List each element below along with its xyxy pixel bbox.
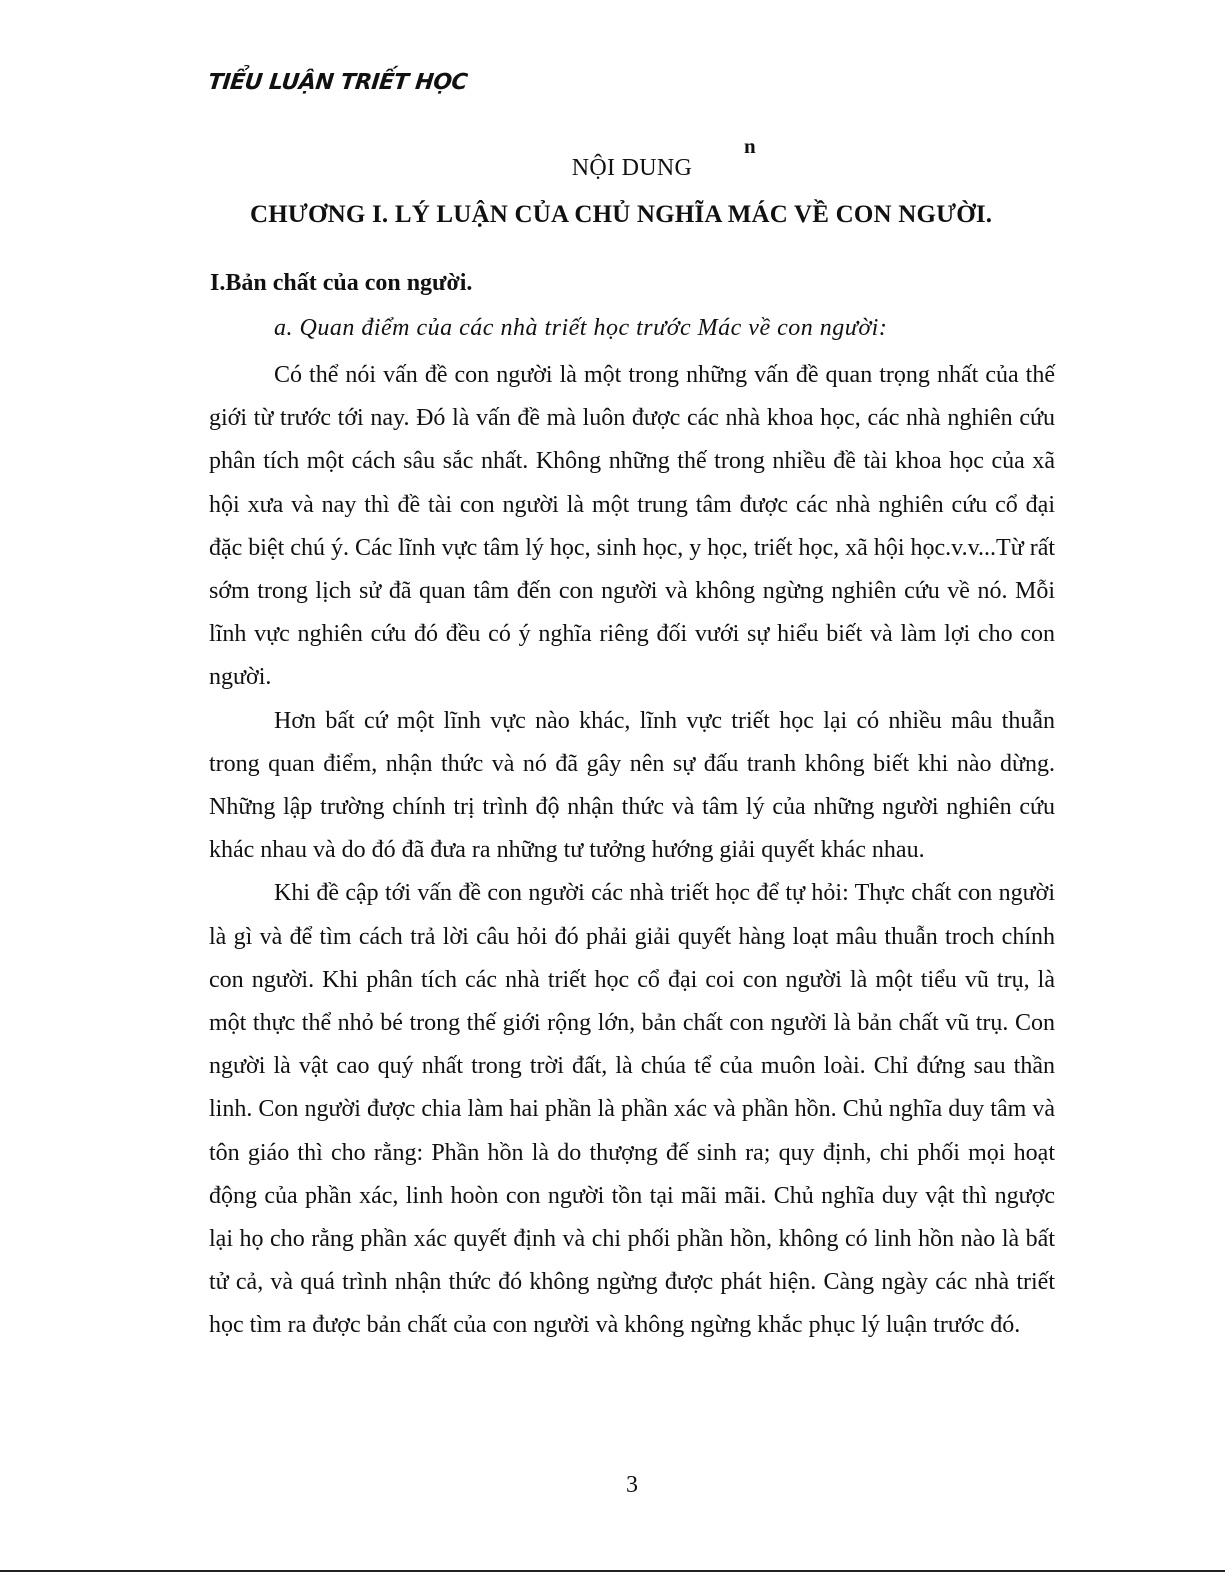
chapter-title: CHƯƠNG I. LÝ LUẬN CỦA CHỦ NGHĨA MÁC VỀ CON NGƯỜI. bbox=[250, 201, 993, 228]
section-heading: I.Bản chất của con người. bbox=[210, 270, 473, 296]
page-number: 3 bbox=[626, 1472, 638, 1498]
paragraph: Khi đề cập tới vấn đề con người các nhà triết học để tự hỏi: Thực chất con người là gì và để tìm cách trả lời câu hỏi đó phải giải quyết hàng loạt mâu thuẫn troch chính con người. Khi phân tích các nhà triết học cổ đại coi con người là một tiểu vũ trụ, là một thực thể nhỏ bé trong thế giới rộng lớn, bản chất con người là bản chất vũ trụ. Con người là vật cao quý nhất trong trời đất, là chúa tể của muôn loài. Chỉ đứng sau thần linh. Con người được chia làm hai phần là phần xác và phần hồn. Chủ nghĩa duy tâm và tôn giáo thì cho rằng: Phần hồn là do thượng đế sinh ra; quy định, chi phối mọi hoạt động của phần xác, linh hoòn con người tồn tại mãi mãi. Chủ nghĩa duy vật thì ngược lại họ cho rằng phần xác quyết định và chi phối phần hồn, không có linh hồn nào là bất tử cả, và quá trình nhận thức đó không ngừng được phát hiện. Càng ngày các nhà triết học tìm ra được bản chất của con người và không ngừng khắc phục lý luận trước đó. bbox=[209, 880, 1055, 1339]
section-label: NỘI DUNG bbox=[571, 155, 693, 181]
paragraph: Có thể nói vấn đề con người là một trong những vấn đề quan trọng nhất của thế giới từ trước tới nay. Đó là vấn đề mà luôn được các nhà khoa học, các nhà nghiên cứu phân tích một cách sâu sắc nhất. Không những thế trong nhiều đề tài khoa học của xã hội xưa và nay thì đề tài con người là một trung tâm được các nhà nghiên cứu cổ đại đặc biệt chú ý. Các lĩnh vực tâm lý học, sinh học, y học, triết học, xã hội học.v.v...Từ rất sớm trong lịch sử đã quan tâm đến con người và không ngừng nghiên cứu về nó. Mỗi lĩnh vực nghiên cứu đó đều có ý nghĩa riêng đối vưới sự hiểu biết và làm lợi cho con người. bbox=[209, 362, 1056, 691]
paragraph: Hơn bất cứ một lĩnh vực nào khác, lĩnh vực triết học lại có nhiều mâu thuẫn trong quan điểm, nhận thức và nó đã gây nên sự đấu tranh không biết khi nào dừng. Những lập trường chính trị trình độ nhận thức và tâm lý của những người nghiên cứu khác nhau và do đó đã đưa ra những tư tưởng hướng giải quyết khác nhau. bbox=[209, 707, 1055, 864]
stray-mark: n bbox=[744, 134, 756, 158]
body-text bbox=[209, 354, 1055, 1348]
running-header: TIỂU LUẬN TRIẾT HỌC bbox=[206, 70, 469, 95]
bottom-rule bbox=[0, 1570, 1225, 1572]
subheading: a. Quan điểm của các nhà triết học trước Mác về con người: bbox=[274, 315, 888, 341]
